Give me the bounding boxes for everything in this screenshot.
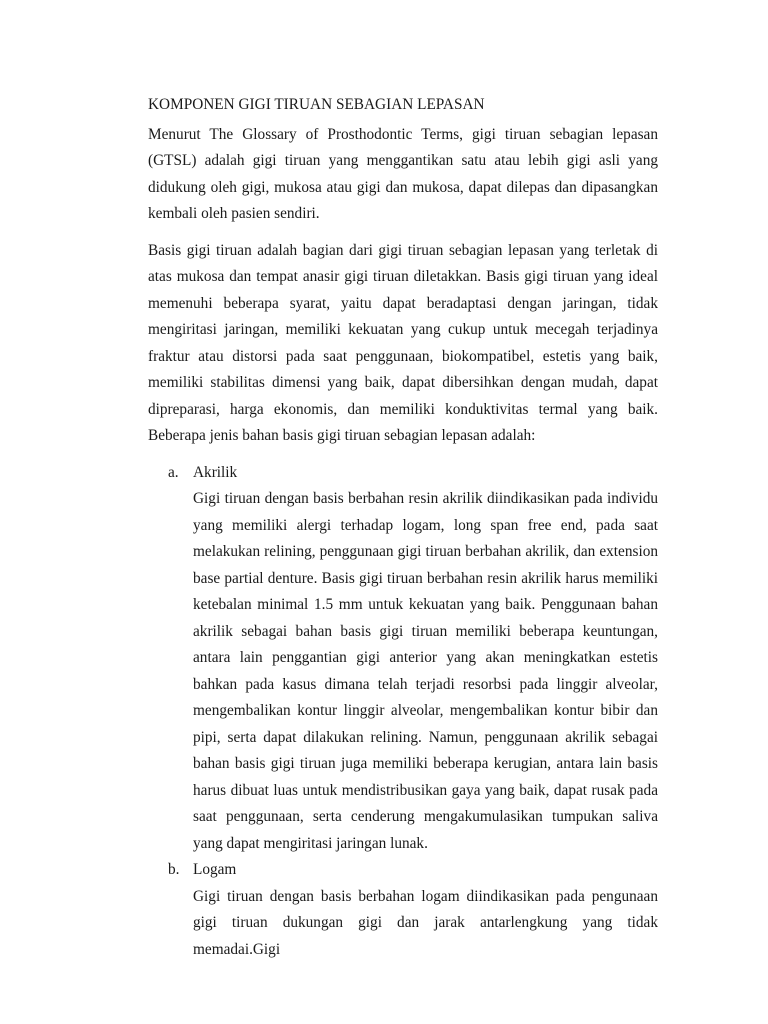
list-item-title: Akrilik [193,463,238,481]
list-marker: b. [168,861,180,878]
list-item-body: Gigi tiruan dengan basis berbahan logam diindikasikan pada pengunaan gigi tiruan dukungan gigi dan jarak antarlengkung yang tidak memadai.Gigi [193,887,658,958]
list-item-akrilik [148,460,658,858]
material-list [148,460,658,964]
list-item-body: Gigi tiruan dengan basis berbahan resin akrilik diindikasikan pada individu yang memiliki alergi terhadap logam, long span free end, pada saat melakukan relining, penggunaan gigi tiruan berbahan akrilik, dan extension base partial denture. Basis gigi tiruan berbahan resin akrilik harus memiliki ketebalan minimal 1.5 mm untuk kekuatan yang baik. Penggunaan bahan akrilik sebagai bahan basis gigi tiruan memiliki beberapa keuntungan, antara lain penggantian gigi anterior yang akan meningkatkan estetis bahkan pada kasus dimana telah terjadi resorbsi pada linggir alveolar, mengembalikan kontur linggir alveolar, mengembalikan kontur bibir dan pipi, serta dapat dilakukan relining. Namun, penggunaan akrilik sebagai bahan basis gigi tiruan juga memiliki beberapa kerugian, antara lain basis harus dibuat luas untuk mendistribusikan gaya yang baik, dapat rusak pada saat penggunaan, serta cenderung mengakumulasikan tumpukan saliva yang dapat mengiritasi jaringan lunak. [193,490,658,852]
list-marker: a. [168,463,179,481]
list-item-title: Logam [193,861,237,878]
paragraph-denture-base: Basis gigi tiruan adalah bagian dari gigi tiruan sebagian lepasan yang terletak di atas mukosa dan tempat anasir gigi tiruan diletakkan. Basis gigi tiruan yang ideal memenuhi beberapa syarat, yaitu dapat beradaptasi dengan jaringan, tidak mengiritasi jaringan, memiliki kekuatan yang cukup untuk mecegah terjadinya fraktur atau distorsi pada saat penggunaan, biokompatibel, estetis yang baik, memiliki stabilitas dimensi yang baik, dapat dibersihkan dengan mudah, dapat dipreparasi, harga ekonomis, dan memiliki konduktivitas termal yang baik. Beberapa jenis bahan basis gigi tiruan sebagian lepasan adalah: [148,241,658,444]
document-page [148,92,658,963]
paragraph-definition: Menurut The Glossary of Prosthodontic Terms, gigi tiruan sebagian lepasan (GTSL) adalah gigi tiruan yang menggantikan satu atau lebih gigi asli yang didukung oleh gigi, mukosa atau gigi dan mukosa, dapat dilepas dan dipasangkan kembali oleh pasien sendiri. [148,125,658,222]
document-title: KOMPONEN GIGI TIRUAN SEBAGIAN LEPASAN [148,96,485,113]
list-item-logam [148,857,658,963]
